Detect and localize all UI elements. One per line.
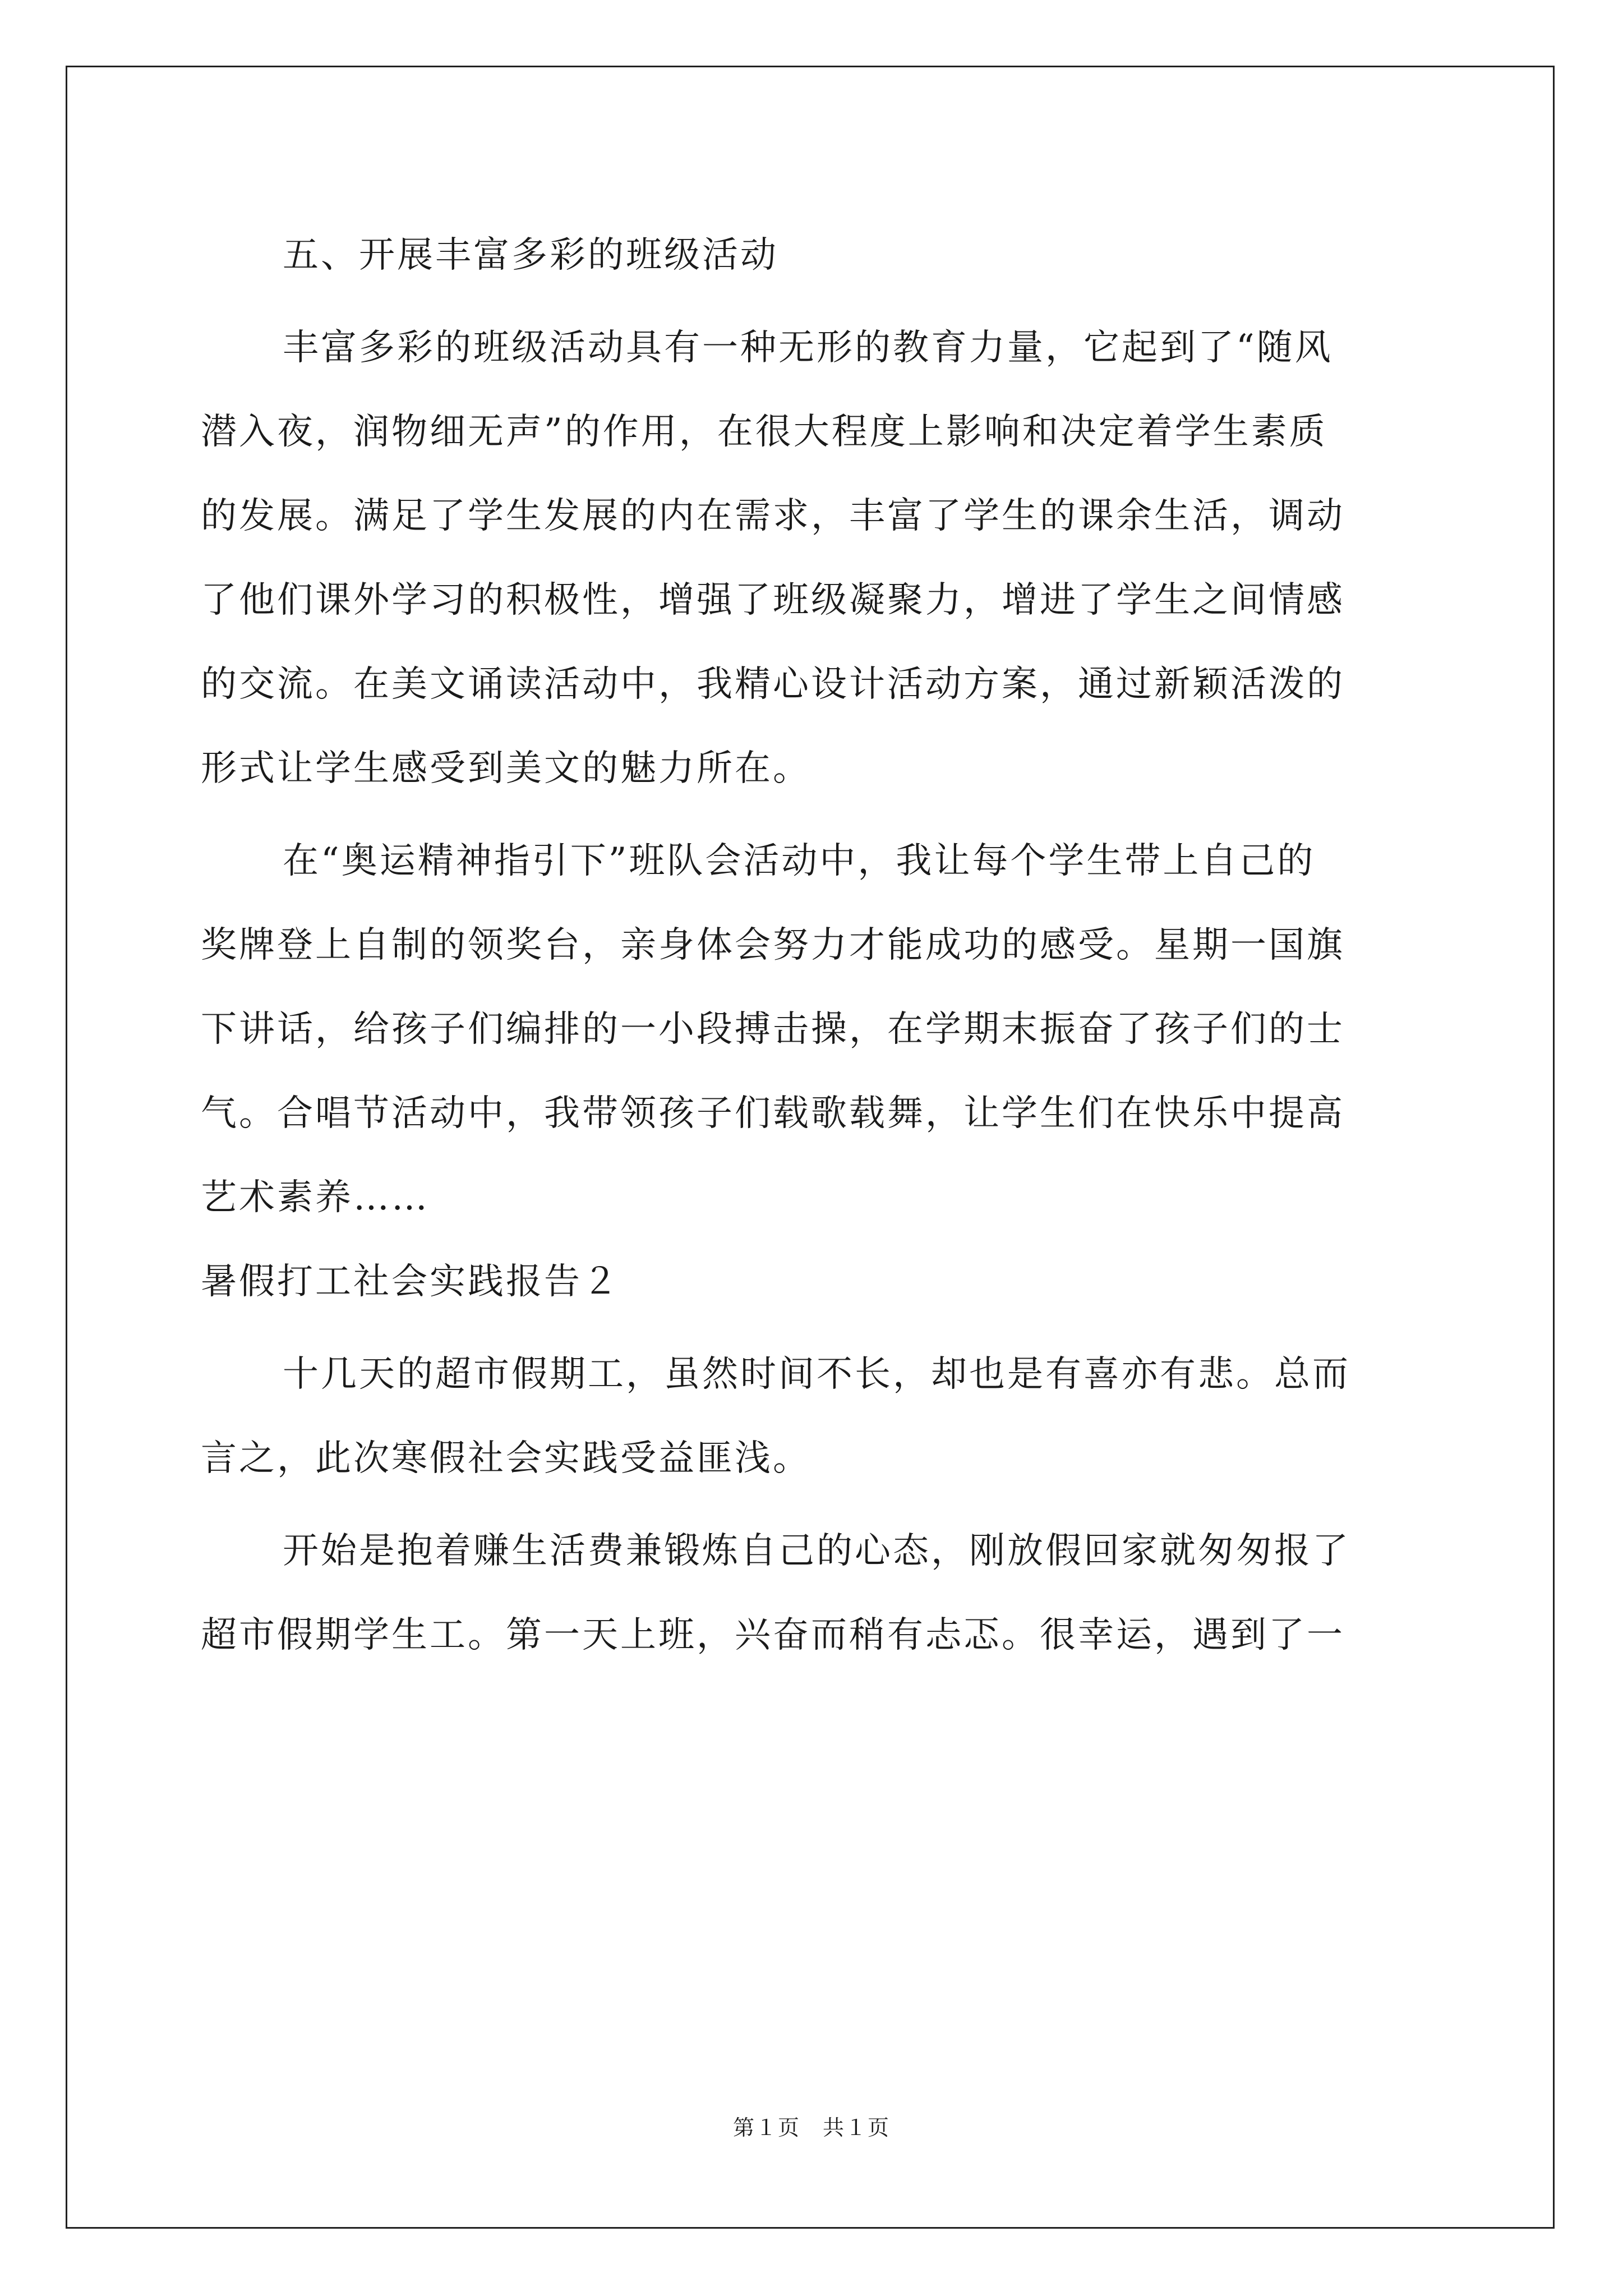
paragraph-line: 在“奥运精神指引下”班队会活动中，我让每个学生带上自己的 [283, 840, 1316, 882]
paragraph-line: 下讲话，给孩子们编排的一小段搏击操，在学期末振奋了孩子们的士 [201, 1009, 1345, 1050]
paragraph-line: 奖牌登上自制的领奖台，亲身体会努力才能成功的感受。星期一国旗 [201, 924, 1345, 966]
paragraph-line: 超市假期学生工。第一天上班，兴奋而稍有忐忑。很幸运，遇到了一 [201, 1614, 1345, 1656]
page-number-footer: 第１页 共１页 [732, 2115, 890, 2140]
section-heading: 五、开展丰富多彩的班级活动 [283, 234, 778, 276]
paragraph-line: 气。合唱节活动中，我带领孩子们载歌载舞，让学生们在快乐中提高 [201, 1093, 1345, 1134]
paragraph-4 [201, 1509, 1435, 1677]
paragraph-line: 的发展。满足了学生发展的内在需求，丰富了学生的课余生活，调动 [201, 495, 1345, 537]
paragraph-line: 了他们课外学习的积极性，增强了班级凝聚力，增进了学生之间情感 [201, 579, 1345, 621]
document-body [201, 213, 1435, 1677]
report-title: 暑假打工社会实践报告２ [201, 1261, 620, 1303]
paragraph-1 [201, 306, 1435, 811]
paragraph-line: 形式让学生感受到美文的魅力所在。 [201, 748, 811, 789]
paragraph-line: 丰富多彩的班级活动具有一种无形的教育力量，它起到了“随风 [283, 327, 1333, 369]
paragraph-2 [201, 819, 1435, 1240]
paragraph-line: 开始是抱着赚生活费兼锻炼自己的心态，刚放假回家就匆匆报了 [283, 1530, 1350, 1572]
paragraph-line: 潜入夜，润物细无声”的作用，在很大程度上影响和决定着学生素质 [201, 411, 1327, 453]
paragraph-line: 言之，此次寒假社会实践受益匪浅。 [201, 1438, 811, 1479]
paragraph-line: 艺术素养…… [201, 1177, 430, 1218]
paragraph-line: 的交流。在美文诵读活动中，我精心设计活动方案，通过新颖活泼的 [201, 664, 1345, 705]
paragraph-3 [201, 1332, 1435, 1501]
paragraph-line: 十几天的超市假期工，虽然时间不长，却也是有喜亦有悲。总而 [283, 1354, 1350, 1395]
